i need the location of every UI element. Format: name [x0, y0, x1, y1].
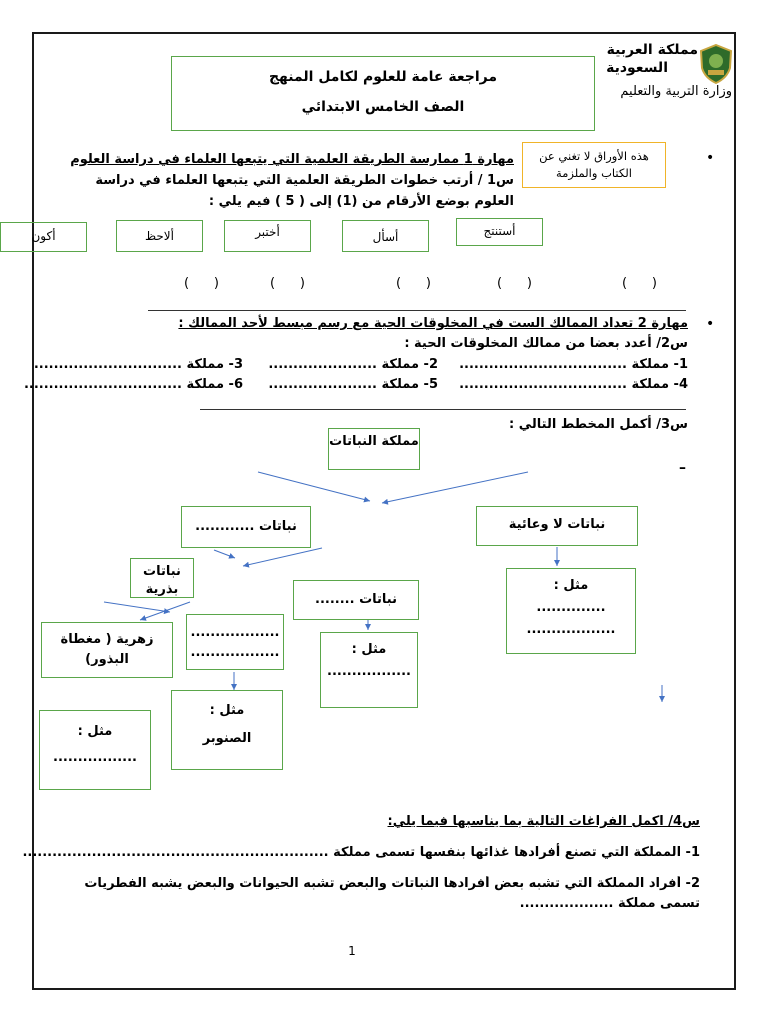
bullet-1: • — [706, 150, 715, 166]
nonvascular-label: نباتات لا وعائية — [508, 517, 606, 532]
note-box: هذه الأوراق لا تغني عن الكتاب والملزمة — [522, 142, 666, 188]
q3-question: س3/ أكمل المخطط التالي : — [509, 417, 688, 432]
plants-kingdom-box — [328, 428, 420, 470]
gymnosperm-dots1: .................. — [190, 625, 280, 640]
nonvascular-example-label: مثل : — [553, 578, 589, 593]
ministry-name: وزارة التربية والتعليم — [620, 84, 732, 99]
title-line2: الصف الخامس الابتدائي — [301, 99, 465, 115]
paren-4: ( ) — [270, 276, 305, 291]
skill2-heading: مهارة 2 تعداد الممالك الست في المخلوقات الحية مع رسم مبسط لأحد الممالك : — [178, 316, 688, 331]
step-box-ask: أسأل — [342, 220, 429, 252]
bullet-2: • — [706, 316, 715, 332]
kingdom-item-6: 6- مملكة ................................ — [23, 377, 243, 392]
q3-dash: – — [679, 460, 686, 476]
nonvascular-example-dots1: .............. — [536, 600, 606, 615]
paren-5: ( ) — [184, 276, 219, 291]
pine-label: الصنوبر — [202, 731, 252, 746]
nonvascular-example-dots2: .................. — [526, 622, 616, 637]
vascular-label: نباتات ............ — [195, 519, 297, 534]
paren-1: ( ) — [622, 276, 657, 291]
page-number: 1 — [348, 944, 356, 958]
paren-3: ( ) — [396, 276, 431, 291]
step-box-form: أكون — [0, 222, 87, 252]
q4-item1: 1- المملكة التي تصنع أفرادها غذائها بنفسها تسمى مملكة .............................................................. — [22, 845, 700, 860]
vascular-example-dots: ................. — [327, 664, 411, 679]
skill1-question-line1: س1 / أرتب خطوات الطريقة العلمية التي يتبعها العلماء في دراسة — [95, 173, 514, 188]
kingdom-item-3: 3- مملكة .............................. — [33, 357, 243, 372]
flowering-example-dots: ................. — [53, 750, 137, 765]
vascular-example-label: مثل : — [351, 642, 387, 657]
kingdom-item-1: 1- مملكة .................................. — [459, 357, 688, 372]
flowering-example-box — [39, 710, 151, 790]
step-box-observe: ألاحظ — [116, 220, 203, 252]
nonvascular-box — [476, 506, 638, 546]
plants-dots-box — [293, 580, 419, 620]
title-line1: مراجعة عامة للعلوم لكامل المنهج — [268, 69, 498, 85]
nonvascular-example-box — [506, 568, 636, 654]
skill1-question-line2: العلوم بوضع الأرقام من (1) إلى ( 5 ) فيم يلي : — [208, 194, 514, 209]
q4-heading: س4/ اكمل الفراغات التالية بما يناسبها فيما يلي: — [387, 814, 700, 829]
kingdom-item-4: 4- مملكة .................................. — [459, 377, 688, 392]
pine-example-label: مثل : — [209, 703, 245, 718]
kingdom-name-line1: مملكة العربية — [606, 42, 698, 58]
seed-plants-box — [130, 558, 194, 598]
q4-item2-line2: تسمى مملكة ................... — [519, 896, 700, 911]
flowering-example-label: مثل : — [77, 724, 113, 739]
skill1-heading: مهارة 1 ممارسة الطريقة العلمية التي يتبعها العلماء في دراسة العلوم — [70, 152, 514, 167]
q4-item2-line1: 2- أفراد المملكة التي تشبه بعض أفرادها النباتات والبعض تشبه الحيوانات والبعض يشبه الفطريات — [84, 876, 700, 891]
seed-plants-label: نباتات بذرية — [143, 564, 181, 597]
step-box-test: أختبر — [224, 220, 311, 252]
kingdom-item-5: 5- مملكة ...................... — [268, 377, 438, 392]
skill2-question: س2/ أعدد بعضا من ممالك المخلوقات الحية : — [404, 336, 688, 351]
vascular-example-box — [320, 632, 418, 708]
gymnosperm-dots2: .................. — [190, 645, 280, 660]
kingdom-name-line2: السعودية — [606, 60, 668, 76]
vascular-box — [181, 506, 311, 548]
plants-kingdom-label: مملكة النباتات — [329, 434, 419, 449]
paren-2: ( ) — [497, 276, 532, 291]
pine-box — [171, 690, 283, 770]
flowering-box — [41, 622, 173, 678]
gymnosperm-box — [186, 614, 284, 670]
flowering-label: زهرية ( مغطاة البذور) — [60, 632, 154, 667]
plants-dots-label: نباتات ........ — [315, 592, 397, 607]
kingdom-item-2: 2- مملكة ...................... — [268, 357, 438, 372]
step-box-conclude: أستنتج — [456, 218, 543, 246]
